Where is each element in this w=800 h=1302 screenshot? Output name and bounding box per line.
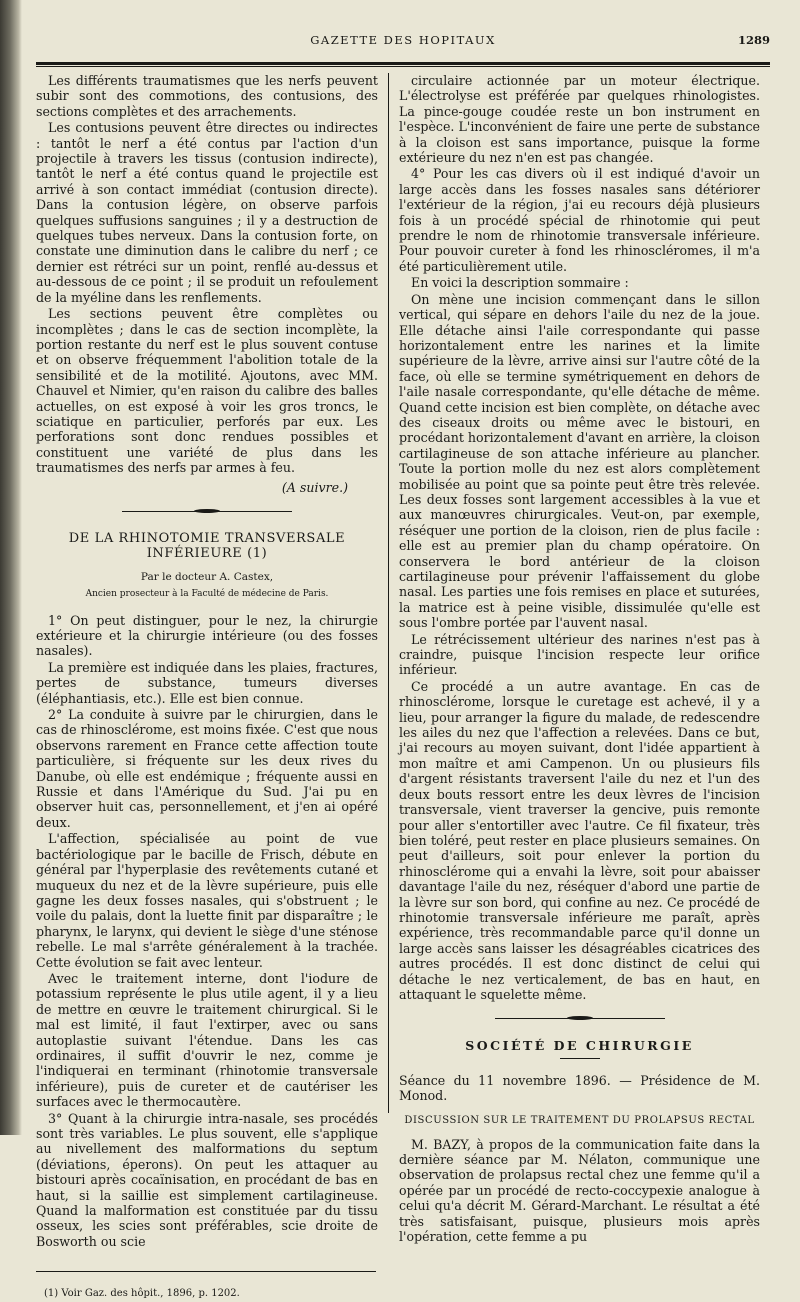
newspaper-page <box>36 28 770 1300</box>
article-title: DE LA RHINOTOMIE TRANSVERSALE INFÉRIEURE (1) <box>68 530 346 562</box>
paragraph: Les contusions peuvent être directes ou indirectes : tantôt le nerf a été contus par l'action d'un projectile à travers les tissus (contusion indirecte), tantôt le nerf a été contus quand le projectile est arrivé à son contact immédiat (contusion directe). Dans la contusion légère, on observe parfois quelques suffusions sanguines ; il y a destruction de quelques tubes nerveux. Dans la contusion forte, on constate une diminution dans le calibre du nerf ; ce dernier est rétréci sur un point, renflé au-dessus et au-dessous de ce point ; il se produit un refoulement de la myéline dans les renflements. <box>36 120 378 305</box>
section-title-rule <box>560 1058 600 1059</box>
section-title: SOCIÉTÉ DE CHIRURGIE <box>465 1038 694 1054</box>
author-affiliation: Ancien prosecteur à la Faculté de médecine de Paris. <box>85 589 329 600</box>
author-byline: Par le docteur A. Castex, <box>140 570 274 583</box>
section-ornament <box>495 1018 665 1024</box>
paragraph: L'affection, spécialisée au point de vue bactériologique par le bacille de Frisch, débute en général par l'hyperplasie des revêtements cutané et muqueux du nez et de la lèvre supérieure, puis elle gagne les deux fosses nasales, qui s'obstruent ; le voile du palais, dont la luette finit par disparaître ; le pharynx, le larynx, qui devient le siège d'une sténose rebelle. Le mal s'arrête généralement à la trachée. Cette évolution se fait avec lenteur. <box>36 831 378 970</box>
paragraph: Les différents traumatismes que les nerfs peuvent subir sont des commotions, des contusions, des sections complètes et des arrachements. <box>36 73 378 119</box>
discussion-heading: DISCUSSION SUR LE TRAITEMENT DU PROLAPSUS RECTAL <box>404 1114 755 1126</box>
paragraph: Avec le traitement interne, dont l'iodure de potassium représente le plus utile agent, il y a lieu de mettre en œuvre le traitement chirurgical. Si le mal est limité, il faut l'extirper, avec ou sans autoplastie suivant l'étendue. Dans les cas ordinaires, il suffit d'ouvrir le nez, comme je l'indiquerai en terminant (rhinotomie transversale inférieure), puis de cureter et de cautériser les surfaces avec le thermocautère. <box>36 970 378 1110</box>
paragraph: Ce procédé a un autre avantage. En cas de rhinosclérome, lorsque le curetage est achevé, il y a lieu, pour arranger la figure du malade, de redescendre les ailes du nez que l'affection a relevées. Dans ce but, j'ai recours au moyen suivant, dont l'idée appartient à mon maître et ami Campenon. Un ou plusieurs fils d'argent résistants traversent l'aile du nez et l'un des deux bouts ressort entre les deux lèvres de l'incision transversale, vient traverser la gencive, puis remonte pour aller s'entortiller avec l'autre. Ce fil fixateur, très bien toléré, peut rester en place plusieurs semaines. On peut d'ailleurs, soit pour enlever la portion du rhinosclérome qui a envahi la lèvre, soit pour abaisser davantage l'aile du nez, réséquer d'abord une partie de la lèvre sur son bord, qui confine au nez. Ce procédé de rhinotomie transversale inférieure me paraît, après expérience, très recommandable parce qu'il donne un large accès sans laisser les désagréables cicatrices des autres procédés. Il est donc distinct de celui qui détache le nez verticalement, de bas en haut, en attaquant le squelette même. <box>399 678 760 1002</box>
paragraph: 2° La conduite à suivre par le chirurgien, dans le cas de rhinosclérome, est moins fixée. C'est que nous observons rarement en France cette affection toute particulière, si fréquente sur les deux rives du Danube, où elle est endémique ; fréquente aussi en Russie et dans l'Amérique du Sud. J'ai pu en observer huit cas, personnellement, et j'en ai opéré deux. <box>36 707 378 830</box>
header-rule-thick <box>36 62 770 65</box>
paragraph: En voici la description sommaire : <box>411 275 629 291</box>
book-spine-shadow <box>0 0 22 1135</box>
footnote: (1) Voir Gaz. des hôpit., 1896, p. 1202. <box>44 1288 240 1300</box>
footnote-rule <box>36 1271 376 1272</box>
header-rule-thin <box>36 66 770 67</box>
paragraph: circulaire actionnée par un moteur électrique. L'électrolyse est préférée par quelques rhinologistes. La pince-gouge coudée reste un bon instrument en l'espèce. L'inconvénient de faire une perte de substance à la cloison est sans importance, puisque la forme extérieure du nez n'en est pas changée. <box>399 73 760 166</box>
session-line: Séance du 11 novembre 1896. — Présidence de M. Monod. <box>399 1072 760 1104</box>
running-header <box>36 28 770 50</box>
two-column-body <box>36 73 770 1300</box>
paragraph: 3° Quant à la chirurgie intra-nasale, ses procédés sont très variables. Le plus souvent, elle s'applique au nivellement des malformations du septum (déviations, éperons). On peut les attaquer au bistouri après cocaïnisation, en procédant de bas en haut, si la saillie est simplement cartilagineuse. Quand la malformation est constituée par du tissu osseux, les scies sont préférables, scie droite de Bosworth ou scie <box>36 1110 378 1249</box>
paragraph: 1° On peut distinguer, pour le nez, la chirurgie extérieure et la chirurgie intérieure (ou des fosses nasales). <box>36 612 378 659</box>
journal-title: GAZETTE DES HOPITAUX <box>310 33 496 47</box>
paragraph: Le rétrécissement ultérieur des narines n'est pas à craindre, puisque l'incision respecte leur orifice inférieur. <box>399 631 760 678</box>
paragraph: On mène une incision commençant dans le sillon vertical, qui sépare en dehors l'aile du nez de la joue. Elle détache ainsi l'aile correspondante qui passe horizontalement entre les narines et la limite supérieure de la lèvre, arrive ainsi sur l'autre côté de la face, où elle se termine symétriquement en dehors de l'aile nasale correspondante, qu'elle détache de même. Quand cette incision est bien complète, on détache avec des ciseaux droits ou même avec le bistouri, en procédant horizontalement d'avant en arrière, la cloison cartilagineuse de son attache inférieure au plancher. Toute la portion molle du nez est alors complètement mobilisée au point que sa pointe peut être très relevée. Les deux fosses sont largement accessibles à la vue et aux manœuvres chirurgicales. Veut-on, par exemple, réséquer une portion de la cloison, rien de plus facile : elle est au premier plan du champ opératoire. On conservera le bord antérieur de la cloison cartilagineuse pour prévenir l'affaissement du globe nasal. Les parties une fois remises en place et suturées, la matrice est à peine visible, dissimulée qu'elle est sous l'ombre portée par l'auvent nasal. <box>399 291 760 631</box>
paragraph: M. BAZY, à propos de la communication faite dans la dernière séance par M. Nélaton, communique une observation de prolapsus rectal chez une femme qu'il a opérée par un procédé de recto-coccypexie analogue à celui qu'a décrit M. Gérard-Marchant. Le résultat a été très satisfaisant, puisque, plusieurs mois après l'opération, cette femme a pu <box>399 1136 760 1245</box>
right-column <box>388 73 760 1245</box>
paragraph: Les sections peuvent être complètes ou incomplètes ; dans le cas de section incomplète, la portion restante du nerf est le plus souvent contuse et on observe fréquemment l'abolition totale de la sensibilité et de la motilité. Ajoutons, avec MM. Chauvel et Nimier, qu'en raison du calibre des balles actuelles, on est exposé à voir les gros troncs, le sciatique en particulier, perforés par eux. Les perforations sont donc rendues possibles et constituent une variété de plus dans les traumatismes des nerfs par armes à feu. <box>36 306 378 476</box>
to-be-continued: (A suivre.) <box>281 479 348 495</box>
left-column <box>36 73 388 1300</box>
page-number: 1289 <box>737 33 770 47</box>
section-ornament <box>122 511 292 517</box>
paragraph: La première est indiquée dans les plaies, fractures, pertes de substance, tumeurs diverses (éléphantiasis, etc.). Elle est bien connue. <box>36 659 378 706</box>
paragraph: 4° Pour les cas divers où il est indiqué d'avoir un large accès dans les fosses nasales sans détériorer l'extérieur de la région, j'ai eu recours déjà plusieurs fois à un procédé spécial de rhinotomie qui peut prendre le nom de rhinotomie transversale inférieure. Pour pouvoir cureter à fond les rhinoscléromes, il m'a été particulièrement utile. <box>399 166 760 274</box>
